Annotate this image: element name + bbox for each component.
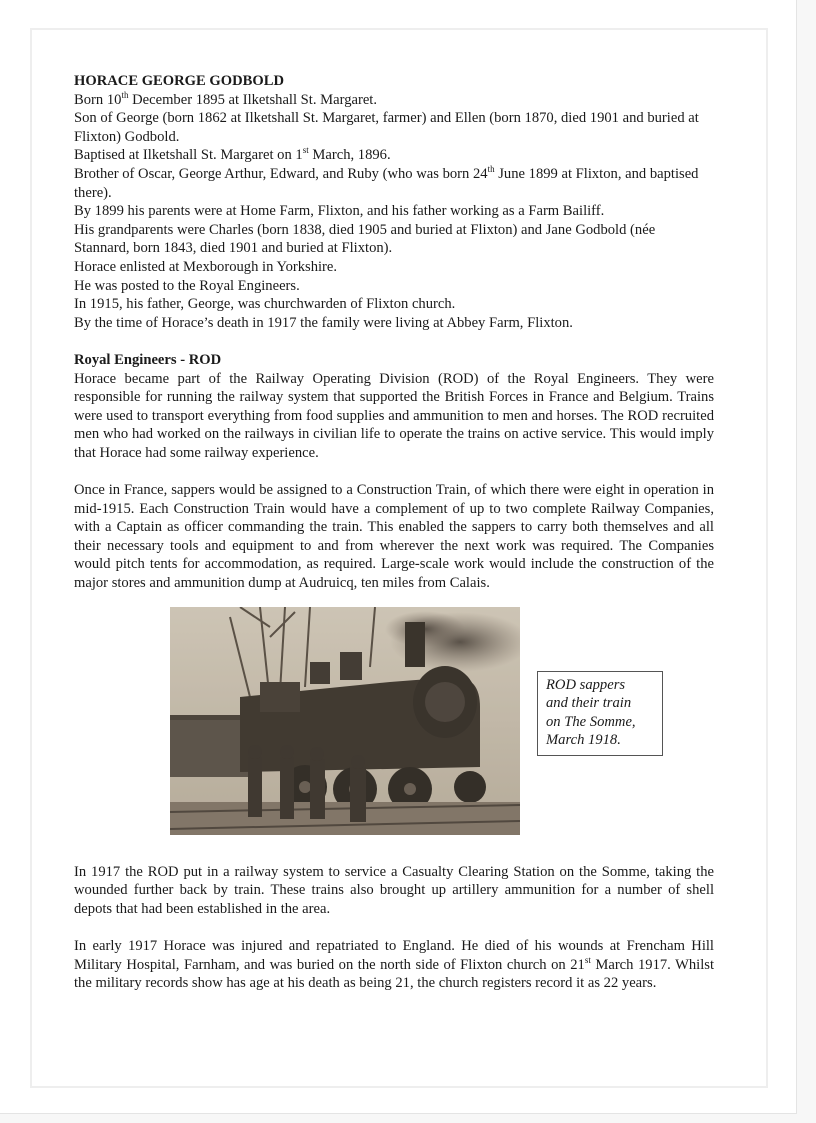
posting-line: He was posted to the Royal Engineers.: [74, 277, 300, 294]
train-photo: [170, 607, 520, 835]
enlistment-line: Horace enlisted at Mexborough in Yorkshire.: [74, 258, 338, 275]
residence-1899-line: By 1899 his parents were at Home Farm, Flixton, and his father working as a Farm Bailiff.: [74, 203, 605, 220]
abbey-farm-line: By the time of Horace’s death in 1917 the family were living at Abbey Farm, Flixton.: [74, 314, 573, 331]
siblings-line: Brother of Oscar, George Arthur, Edward, and Ruby (who was born 24th June 1899 at Flixton, and baptised there).: [74, 164, 699, 201]
caption-line: March 1918.: [546, 732, 621, 749]
caption-line: and their train: [546, 695, 632, 712]
grandparents-line: His grandparents were Charles (born 1838, died 1905 and buried at Flixton) and Jane Godbold (née Stannard, born 1843, died 1901 and buried at Flixton).: [74, 221, 656, 257]
caption-line: on The Somme,: [546, 713, 636, 730]
churchwarden-line: In 1915, his father, George, was churchwarden of Flixton church.: [74, 296, 456, 313]
document-body: [74, 72, 714, 993]
birth-line: Born 10th December 1895 at Ilketshall St. Margaret.: [74, 89, 378, 108]
rod-paragraph-2: Once in France, sappers would be assigned to a Construction Train, of which there were eight in operation in mid-1915. Each Construction Train would have a complement of up to two complete Railway Companies, with a Captain as officer commanding the train. This enabled the sappers to carry both themselves and all their necessary tools and equipment to and from wherever the next work was required. The Companies would pitch tents for accommodation, as required. Large-scale work would include the construction of the major stores and ammunition dump at Audruicq, ten miles from Calais.: [74, 482, 714, 592]
rod-heading: Royal Engineers - ROD: [74, 351, 222, 368]
death-paragraph: In early 1917 Horace was injured and repatriated to England. He died of his wounds at Frencham Hill Military Hospital, Farnham, and was buried on the north side of Flixton church on 21st March 1917. Whilst the military records show has age at his death as being 21, the church registers record it as 22 years.: [74, 938, 714, 992]
train-photo-illustration: [170, 607, 520, 835]
baptism-line: Baptised at Ilketshall St. Margaret on 1st March, 1896.: [74, 145, 391, 164]
figure: [74, 593, 714, 863]
photo-caption: [537, 671, 663, 756]
rod-paragraph-1: Horace became part of the Railway Operating Division (ROD) of the Royal Engineers. They were responsible for running the railway system that supported the British Forces in France and Belgium. Trains were used to transport everything from food supplies and ammunition to men and horses. The ROD recruited men who had worked on the railways in civilian life to operate the trains on active service. This would imply that Horace had some railway experience.: [74, 370, 714, 461]
parents-line: Son of George (born 1862 at Ilketshall St. Margaret, farmer) and Ellen (born 1870, died 1901 and buried at Flixton) Godbold.: [74, 110, 699, 145]
caption-line: ROD sappers: [546, 676, 626, 693]
person-heading: HORACE GEORGE GODBOLD: [74, 73, 285, 89]
rod-paragraph-3: In 1917 the ROD put in a railway system to service a Casualty Clearing Station on the Somme, taking the wounded further back by train. These trains also brought up artillery ammunition for a number of shell depots that had been established in the area.: [74, 863, 714, 917]
